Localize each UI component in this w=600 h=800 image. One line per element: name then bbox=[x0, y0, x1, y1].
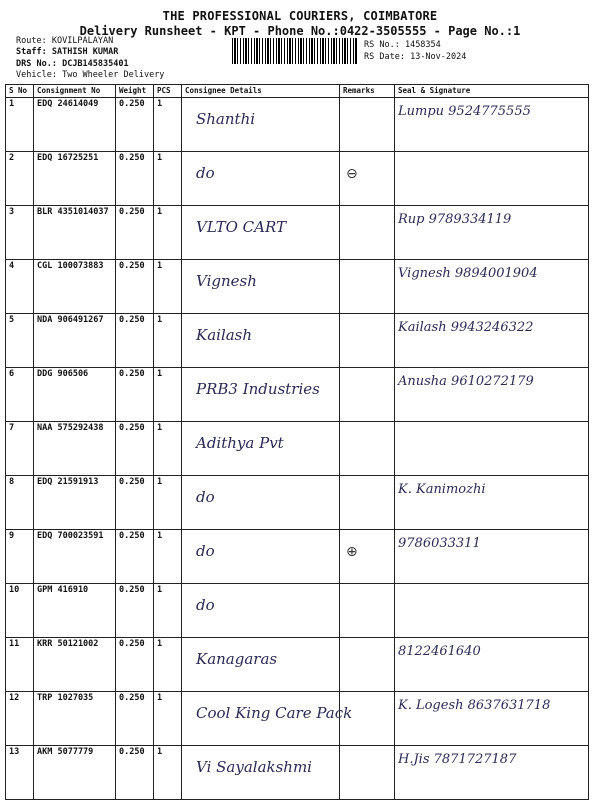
cell-signature: 8122461640 bbox=[395, 638, 589, 692]
cell-remarks bbox=[340, 260, 395, 314]
cell-consignee: do bbox=[182, 476, 340, 530]
cell-weight: 0.250 bbox=[116, 530, 154, 584]
cell-weight: 0.250 bbox=[116, 368, 154, 422]
rs-no-label: RS No.: bbox=[364, 40, 400, 50]
cell-remarks bbox=[340, 584, 395, 638]
table-row bbox=[6, 152, 589, 206]
rs-date-line bbox=[364, 52, 466, 62]
col-header-weight: Weight bbox=[116, 85, 154, 98]
cell-consignment-no: DDG 906506 bbox=[34, 368, 116, 422]
col-header-signature: Seal & Signature bbox=[395, 85, 589, 98]
cell-remarks bbox=[340, 314, 395, 368]
cell-consignee: do bbox=[182, 530, 340, 584]
cell-pcs: 1 bbox=[154, 368, 182, 422]
cell-remarks: ⊕ bbox=[340, 530, 395, 584]
cell-pcs: 1 bbox=[154, 746, 182, 800]
cell-consignee: Cool King Care Pack bbox=[182, 692, 340, 746]
cell-consignment-no: EDQ 24614049 bbox=[34, 98, 116, 152]
route-line bbox=[16, 36, 113, 46]
cell-signature: H.Jis 7871727187 bbox=[395, 746, 589, 800]
table-row bbox=[6, 638, 589, 692]
table-row bbox=[6, 422, 589, 476]
cell-sno: 8 bbox=[6, 476, 34, 530]
cell-consignee: Vi Sayalakshmi bbox=[182, 746, 340, 800]
barcode-image bbox=[232, 38, 358, 64]
cell-consignment-no: EDQ 21591913 bbox=[34, 476, 116, 530]
rs-date-label: RS Date: bbox=[364, 52, 405, 62]
cell-remarks bbox=[340, 98, 395, 152]
cell-consignee: do bbox=[182, 152, 340, 206]
cell-consignee: Shanthi bbox=[182, 98, 340, 152]
cell-consignee: VLTO CART bbox=[182, 206, 340, 260]
cell-weight: 0.250 bbox=[116, 260, 154, 314]
cell-sno: 10 bbox=[6, 584, 34, 638]
page-title: THE PROFESSIONAL COURIERS, COIMBATORE bbox=[162, 9, 438, 23]
rs-date-value: 13-Nov-2024 bbox=[410, 52, 467, 62]
table-row bbox=[6, 584, 589, 638]
cell-remarks bbox=[340, 476, 395, 530]
cell-pcs: 1 bbox=[154, 422, 182, 476]
cell-weight: 0.250 bbox=[116, 692, 154, 746]
cell-pcs: 1 bbox=[154, 638, 182, 692]
drs-label: DRS No.: bbox=[16, 59, 57, 69]
cell-remarks bbox=[340, 206, 395, 260]
runsheet-table bbox=[5, 84, 589, 800]
cell-pcs: 1 bbox=[154, 98, 182, 152]
staff-line bbox=[16, 47, 118, 57]
cell-weight: 0.250 bbox=[116, 422, 154, 476]
vehicle-line bbox=[16, 70, 164, 80]
cell-signature: K. Logesh 8637631718 bbox=[395, 692, 589, 746]
cell-remarks bbox=[340, 368, 395, 422]
cell-pcs: 1 bbox=[154, 692, 182, 746]
cell-weight: 0.250 bbox=[116, 152, 154, 206]
table-row bbox=[6, 530, 589, 584]
cell-signature: 9786033311 bbox=[395, 530, 589, 584]
table-row bbox=[6, 476, 589, 530]
cell-weight: 0.250 bbox=[116, 206, 154, 260]
cell-pcs: 1 bbox=[154, 260, 182, 314]
cell-sno: 3 bbox=[6, 206, 34, 260]
cell-weight: 0.250 bbox=[116, 584, 154, 638]
cell-signature: Lumpu 9524775555 bbox=[395, 98, 589, 152]
table-header-row bbox=[6, 85, 589, 98]
runsheet-subtitle: Delivery Runsheet - KPT - Phone No.:0422-3505555 - Page No.:1 bbox=[79, 24, 521, 38]
cell-consignee: Kanagaras bbox=[182, 638, 340, 692]
table-row bbox=[6, 260, 589, 314]
cell-sno: 6 bbox=[6, 368, 34, 422]
cell-pcs: 1 bbox=[154, 476, 182, 530]
cell-consignment-no: EDQ 700023591 bbox=[34, 530, 116, 584]
cell-consignment-no: EDQ 16725251 bbox=[34, 152, 116, 206]
cell-consignee: Kailash bbox=[182, 314, 340, 368]
drs-line bbox=[16, 59, 129, 69]
cell-weight: 0.250 bbox=[116, 98, 154, 152]
table-row bbox=[6, 206, 589, 260]
table-row bbox=[6, 692, 589, 746]
cell-sno: 4 bbox=[6, 260, 34, 314]
cell-consignment-no: NAA 575292438 bbox=[34, 422, 116, 476]
cell-sno: 2 bbox=[6, 152, 34, 206]
col-header-consignee: Consignee Details bbox=[182, 85, 340, 98]
cell-consignment-no: GPM 416910 bbox=[34, 584, 116, 638]
table-row bbox=[6, 368, 589, 422]
cell-signature bbox=[395, 422, 589, 476]
cell-weight: 0.250 bbox=[116, 638, 154, 692]
cell-signature bbox=[395, 584, 589, 638]
cell-signature: Kailash 9943246322 bbox=[395, 314, 589, 368]
cell-sno: 7 bbox=[6, 422, 34, 476]
cell-remarks: ⊖ bbox=[340, 152, 395, 206]
cell-signature bbox=[395, 152, 589, 206]
table-row bbox=[6, 98, 589, 152]
cell-signature: Vignesh 9894001904 bbox=[395, 260, 589, 314]
table-row bbox=[6, 746, 589, 800]
cell-pcs: 1 bbox=[154, 314, 182, 368]
staff-value: SATHISH KUMAR bbox=[51, 47, 119, 57]
cell-signature: Rup 9789334119 bbox=[395, 206, 589, 260]
cell-pcs: 1 bbox=[154, 530, 182, 584]
vehicle-label: Vehicle: bbox=[16, 70, 57, 80]
vehicle-value: Two Wheeler Delivery bbox=[62, 70, 165, 80]
cell-weight: 0.250 bbox=[116, 476, 154, 530]
staff-label: Staff: bbox=[16, 47, 47, 57]
drs-value: DCJB145835401 bbox=[62, 59, 129, 69]
cell-weight: 0.250 bbox=[116, 746, 154, 800]
cell-sno: 11 bbox=[6, 638, 34, 692]
cell-sno: 13 bbox=[6, 746, 34, 800]
cell-signature: K. Kanimozhi bbox=[395, 476, 589, 530]
cell-signature: Anusha 9610272179 bbox=[395, 368, 589, 422]
col-header-consignment: Consignment No bbox=[34, 85, 116, 98]
cell-consignee: Adithya Pvt bbox=[182, 422, 340, 476]
col-header-remarks: Remarks bbox=[340, 85, 395, 98]
cell-pcs: 1 bbox=[154, 584, 182, 638]
cell-weight: 0.250 bbox=[116, 314, 154, 368]
cell-consignment-no: KRR 50121002 bbox=[34, 638, 116, 692]
rs-no-line bbox=[364, 40, 441, 50]
cell-pcs: 1 bbox=[154, 206, 182, 260]
cell-remarks bbox=[340, 422, 395, 476]
cell-remarks bbox=[340, 638, 395, 692]
table-row bbox=[6, 314, 589, 368]
cell-consignment-no: AKM 5077779 bbox=[34, 746, 116, 800]
cell-sno: 5 bbox=[6, 314, 34, 368]
cell-consignee: PRB3 Industries bbox=[182, 368, 340, 422]
col-header-pcs: PCS bbox=[154, 85, 182, 98]
cell-consignment-no: BLR 4351014037 bbox=[34, 206, 116, 260]
cell-remarks bbox=[340, 746, 395, 800]
cell-consignment-no: TRP 1027035 bbox=[34, 692, 116, 746]
col-header-sno: S No bbox=[6, 85, 34, 98]
cell-consignment-no: NDA 906491267 bbox=[34, 314, 116, 368]
cell-sno: 9 bbox=[6, 530, 34, 584]
cell-consignee: Vignesh bbox=[182, 260, 340, 314]
cell-consignment-no: CGL 100073883 bbox=[34, 260, 116, 314]
cell-consignee: do bbox=[182, 584, 340, 638]
cell-sno: 12 bbox=[6, 692, 34, 746]
rs-no-value: 1458354 bbox=[404, 40, 441, 50]
route-label: Route: bbox=[16, 36, 47, 46]
cell-sno: 1 bbox=[6, 98, 34, 152]
cell-pcs: 1 bbox=[154, 152, 182, 206]
route-value: KOVILPALAYAN bbox=[51, 36, 114, 46]
